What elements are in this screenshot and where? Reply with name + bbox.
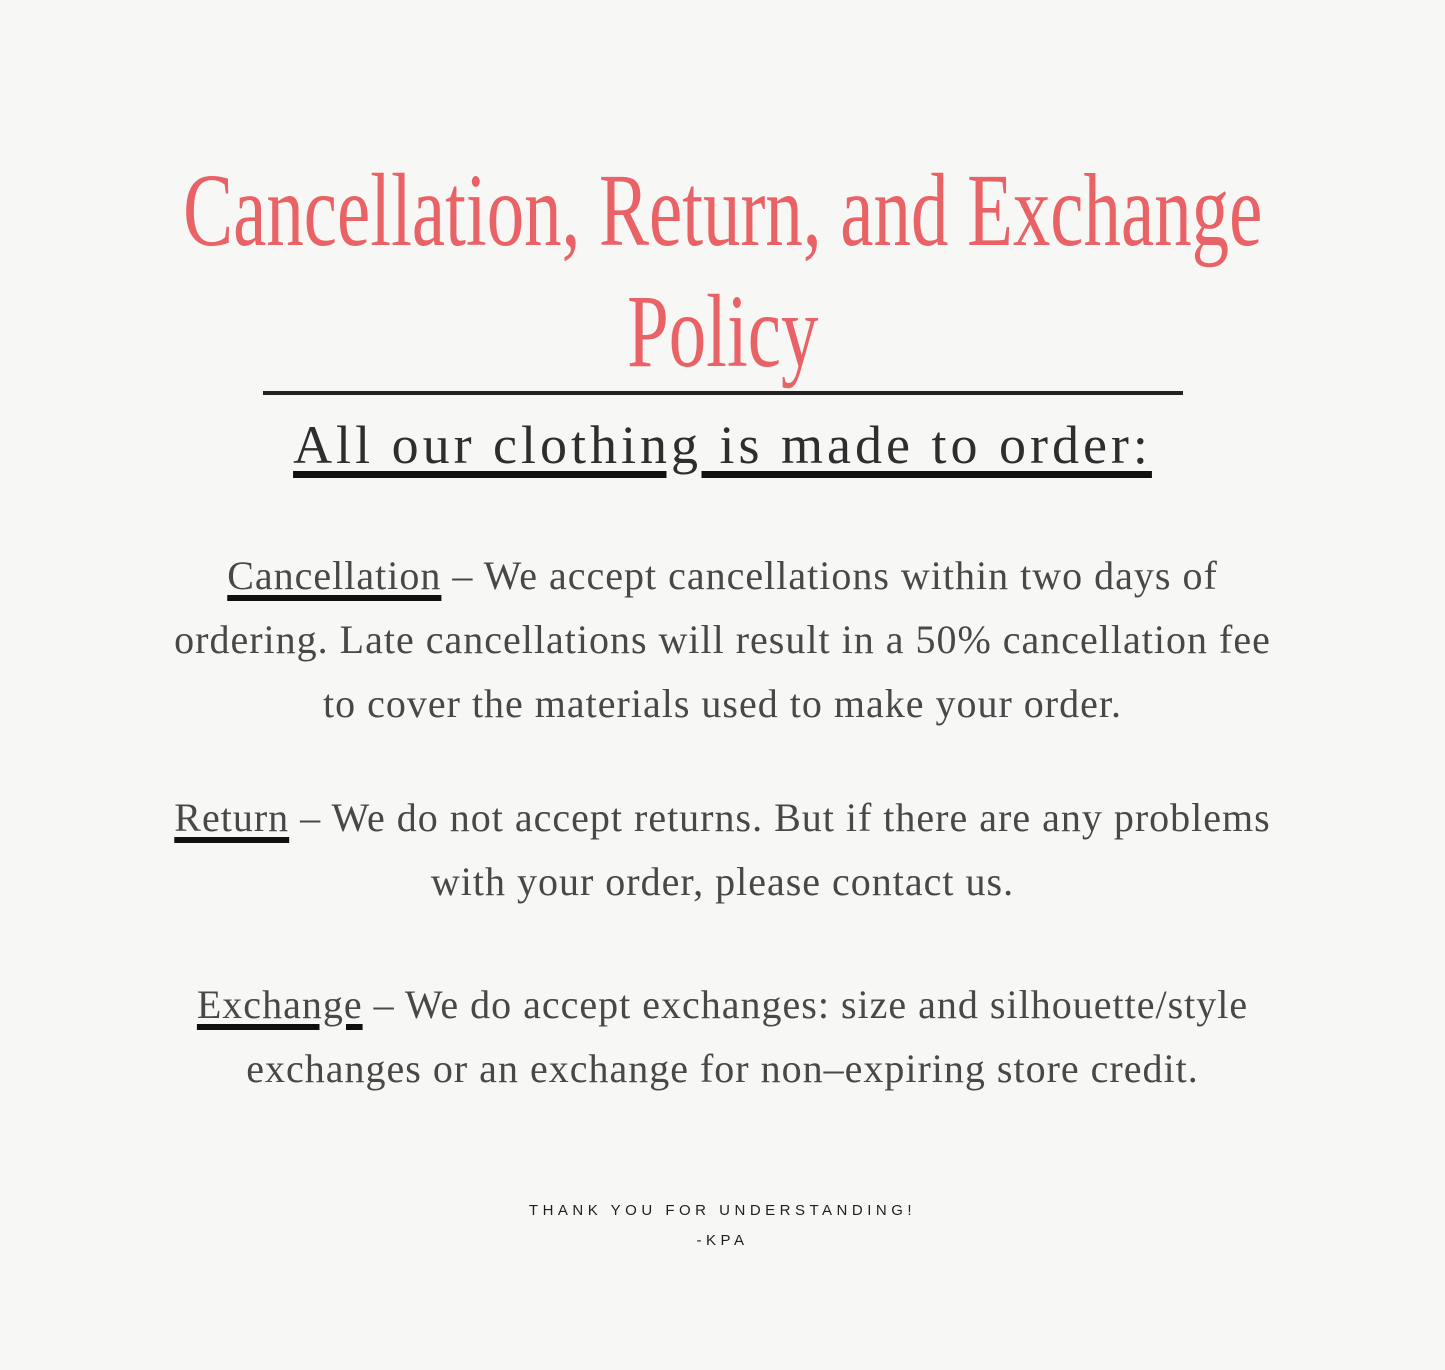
page-title-line-2: Policy: [626, 273, 819, 390]
footer-signature: -KPA: [696, 1232, 749, 1249]
page-title-line-1: Cancellation, Return, and Exchange: [182, 152, 1263, 268]
exchange-term: Exchange: [196, 982, 363, 1027]
page-title: [0, 150, 1445, 390]
footer-thank-you: THANK YOU FOR UNDERSTANDING!: [528, 1202, 917, 1219]
cancellation-paragraph-line-2: ordering. Late cancellations will result in a 50% cancellation fee: [174, 617, 1271, 662]
cancellation-text: – We accept cancellations within two days of: [441, 553, 1218, 598]
exchange-paragraph-line-2: exchanges or an exchange for non–expiring store credit.: [246, 1046, 1199, 1091]
cancellation-paragraph-line-1: [0, 544, 1445, 608]
footer: [0, 1196, 1445, 1256]
exchange-paragraph: [0, 973, 1445, 1101]
made-to-order-heading-text: All our clothing is made to order:: [293, 415, 1152, 475]
return-paragraph: [0, 786, 1445, 914]
made-to-order-heading: [0, 414, 1445, 476]
return-paragraph-line-2: with your order, please contact us.: [430, 859, 1015, 904]
cancellation-paragraph-line-3: to cover the materials used to make your order.: [323, 681, 1122, 726]
cancellation-paragraph: [0, 544, 1445, 736]
cancellation-term: Cancellation: [227, 553, 442, 598]
return-paragraph-line-1: [0, 786, 1445, 850]
return-term: Return: [174, 795, 290, 840]
title-divider-rule: [263, 391, 1183, 395]
exchange-paragraph-line-1: [0, 973, 1445, 1037]
exchange-text: – We do accept exchanges: size and silhouette/style: [362, 982, 1249, 1027]
return-text: – We do not accept returns. But if there are any problems: [289, 795, 1271, 840]
